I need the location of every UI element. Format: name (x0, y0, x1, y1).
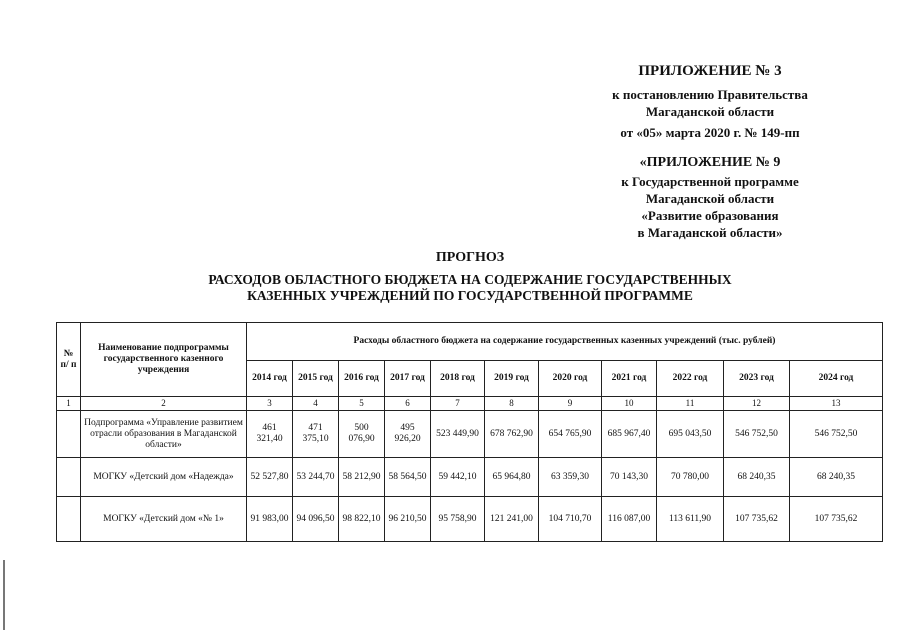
column-index: 11 (657, 397, 724, 411)
cell-value: 65 964,80 (485, 458, 539, 497)
cell-value: 495 926,20 (385, 411, 431, 458)
row-number (57, 411, 81, 458)
appendix-number: ПРИЛОЖЕНИЕ № 3 (638, 63, 782, 79)
column-index: 10 (602, 397, 657, 411)
column-index: 12 (724, 397, 790, 411)
column-index: 9 (539, 397, 602, 411)
cell-value: 53 244,70 (293, 458, 339, 497)
row-name: МОГКУ «Детский дом «№ 1» (81, 497, 247, 542)
cell-value: 63 359,30 (539, 458, 602, 497)
program-line-3: «Развитие образования (641, 208, 779, 223)
scan-edge-mark (3, 560, 5, 630)
cell-value: 58 564,50 (385, 458, 431, 497)
program-reference (560, 153, 860, 241)
table-row (57, 411, 883, 458)
appendix-title (560, 63, 860, 80)
cell-value: 70 780,00 (657, 458, 724, 497)
column-index: 5 (339, 397, 385, 411)
decree-line-2: Магаданской области (645, 104, 775, 119)
program-line-1: к Государственной программе (621, 174, 799, 189)
year-header: 2024 год (790, 361, 883, 397)
decree-line-1: к постановлению Правительства (612, 87, 808, 102)
col-name-header: Наименование подпрограммы государственного казенного учреждения (81, 323, 247, 397)
year-header: 2023 год (724, 361, 790, 397)
row-name: Подпрограмма «Управление развитием отрасли образования в Магаданской области» (81, 411, 247, 458)
cell-value: 104 710,70 (539, 497, 602, 542)
document-title: ПРОГНОЗ (435, 250, 505, 265)
program-line-2: Магаданской области (645, 191, 775, 206)
row-number (57, 458, 81, 497)
cell-value: 546 752,50 (724, 411, 790, 458)
year-header: 2015 год (293, 361, 339, 397)
cell-value: 107 735,62 (724, 497, 790, 542)
cell-value: 461 321,40 (247, 411, 293, 458)
year-header: 2019 год (485, 361, 539, 397)
col-number-header: № п/ п (57, 323, 81, 397)
appendix9-title: «ПРИЛОЖЕНИЕ № 9 (639, 155, 781, 170)
column-index: 3 (247, 397, 293, 411)
column-index: 2 (81, 397, 247, 411)
cell-value: 70 143,30 (602, 458, 657, 497)
cell-value: 546 752,50 (790, 411, 883, 458)
column-index: 13 (790, 397, 883, 411)
row-name: МОГКУ «Детский дом «Надежда» (81, 458, 247, 497)
year-header: 2022 год (657, 361, 724, 397)
year-header: 2014 год (247, 361, 293, 397)
table-row (57, 497, 883, 542)
cell-value: 68 240,35 (790, 458, 883, 497)
cell-value: 500 076,90 (339, 411, 385, 458)
cell-value: 58 212,90 (339, 458, 385, 497)
cell-value: 52 527,80 (247, 458, 293, 497)
year-header: 2018 год (431, 361, 485, 397)
cell-value: 113 611,90 (657, 497, 724, 542)
year-header: 2016 год (339, 361, 385, 397)
column-index: 1 (57, 397, 81, 411)
year-header: 2017 год (385, 361, 431, 397)
cell-value: 95 758,90 (431, 497, 485, 542)
cell-value: 471 375,10 (293, 411, 339, 458)
subtitle-line-1: РАСХОДОВ ОБЛАСТНОГО БЮДЖЕТА НА СОДЕРЖАНИЕ ГОСУДАРСТВЕННЫХ (208, 272, 732, 287)
subtitle-line-2: КАЗЕННЫХ УЧРЕЖДЕНИЙ ПО ГОСУДАРСТВЕННОЙ ПРОГРАММЕ (247, 288, 693, 303)
table-row (57, 458, 883, 497)
cell-value: 685 967,40 (602, 411, 657, 458)
cell-value: 94 096,50 (293, 497, 339, 542)
cell-value: 695 043,50 (657, 411, 724, 458)
col-expenses-header: Расходы областного бюджета на содержание государственных казенных учреждений (тыс. рублей) (247, 323, 883, 361)
cell-value: 68 240,35 (724, 458, 790, 497)
cell-value: 59 442,10 (431, 458, 485, 497)
cell-value: 98 822,10 (339, 497, 385, 542)
year-header: 2020 год (539, 361, 602, 397)
cell-value: 116 087,00 (602, 497, 657, 542)
decree-line-3: от «05» марта 2020 г. № 149-пп (620, 125, 800, 140)
column-index-row (57, 397, 883, 411)
document-subtitle (150, 272, 790, 304)
budget-table (56, 322, 883, 542)
decree-reference (560, 86, 860, 141)
cell-value: 107 735,62 (790, 497, 883, 542)
table-header-row (57, 323, 883, 361)
cell-value: 91 983,00 (247, 497, 293, 542)
cell-value: 678 762,90 (485, 411, 539, 458)
column-index: 8 (485, 397, 539, 411)
column-index: 6 (385, 397, 431, 411)
cell-value: 121 241,00 (485, 497, 539, 542)
column-index: 7 (431, 397, 485, 411)
column-index: 4 (293, 397, 339, 411)
year-header: 2021 год (602, 361, 657, 397)
cell-value: 96 210,50 (385, 497, 431, 542)
cell-value: 654 765,90 (539, 411, 602, 458)
program-line-4: в Магаданской области» (637, 225, 783, 240)
row-number (57, 497, 81, 542)
cell-value: 523 449,90 (431, 411, 485, 458)
